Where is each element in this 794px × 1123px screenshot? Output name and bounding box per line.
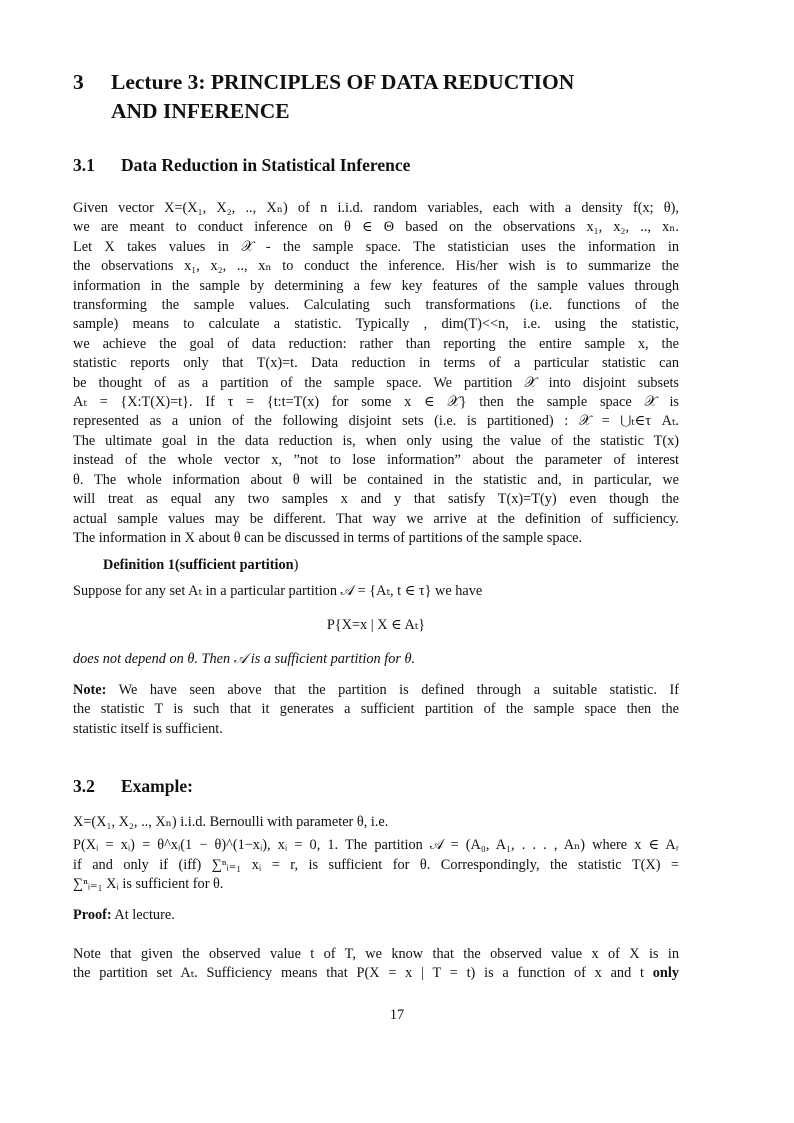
definition-conclusion-text: does not depend on θ. Then 𝒜 is a sufficient partition for θ.	[73, 651, 416, 667]
paragraph-line: The information in X about θ can be discussed in terms of partitions of the sample space.	[73, 529, 583, 546]
formula-text: P{X=x | X ∈ Aₜ}	[326, 617, 426, 633]
definition-conclusion	[73, 650, 679, 669]
paragraph-line: Given vector X=(X₁, X₂, .., Xₙ) of n i.i.d. random variables, each with a density f(x; θ),	[73, 200, 679, 216]
definition-line: Suppose for any set Aₜ in a particular partition 𝒜 = {Aₜ, t ∈ τ} we have	[73, 583, 483, 599]
paragraph-line: we achieve the goal of data reduction: rather than reporting the entire sample x, the	[73, 335, 679, 352]
note-line: We have seen above that the partition is defined through a suitable statistic. If	[106, 682, 679, 698]
example-line: if and only if (iff) ∑ⁿᵢ₌₁ xᵢ = r, is sufficient for θ. Correspondingly, the statistic T(X) =	[73, 856, 679, 873]
paragraph-line: information in the sample by determining a few key features of the sample values through	[73, 277, 679, 294]
subsection-title: Example:	[121, 776, 193, 796]
example-line: P(Xᵢ = xᵢ) = θ^xᵢ(1 − θ)^(1−xᵢ), xᵢ = 0, 1. The partition 𝒜 = (A₀, A₁, . . . , Aₙ) where x ∈ Aᵣ	[73, 837, 679, 854]
definition-title: Definition 1(sufficient partition	[103, 557, 294, 573]
paragraph-line: Aₜ = {X:T(X)=t}. If τ = {t:t=T(x) for some x ∈ 𝒳} then the sample space 𝒳 is	[73, 394, 679, 411]
paragraph-line: represented as a union of the following disjoint sets (i.e. is partitioned) : 𝒳 = ⋃ₜ∈τ Aₜ.	[73, 413, 679, 430]
final-paragraph	[73, 945, 679, 984]
paragraph-line: the observations x₁, x₂, .., xₙ to conduct the inference. His/her wish is to summarize the	[73, 258, 679, 275]
paragraph-line: be thought of as a partition of the sample space. We partition 𝒳 into disjoint subsets	[73, 374, 679, 391]
final-bold-word: only	[644, 965, 680, 982]
paragraph-line: will treat as equal any two samples x and y that satisfy T(x)=T(y) even though the	[73, 491, 679, 508]
subsection-number: 3.1	[73, 155, 95, 175]
note-label: Note:	[73, 682, 107, 698]
proof-line	[73, 906, 679, 925]
note-line: statistic itself is sufficient.	[73, 720, 223, 737]
proof-label: Proof:	[73, 907, 112, 923]
paragraph-line: θ. The whole information about θ will be contained in the statistic and, in particular, we	[73, 471, 679, 488]
example-line: X=(X₁, X₂, .., Xₙ) i.i.d. Bernoulli with parameter θ, i.e.	[73, 814, 389, 830]
example-line: ∑ⁿᵢ₌₁ Xᵢ is sufficient for θ.	[73, 876, 224, 893]
section-number: 3	[73, 70, 84, 94]
paragraph-line: Let X takes values in 𝒳 - the sample space. The statistician uses the information in	[73, 238, 679, 255]
subsection-title: Data Reduction in Statistical Inference	[121, 155, 411, 175]
paragraph-line: statistic reports only that T(x)=t. Data reduction in terms of a particular statistic can	[73, 355, 679, 372]
note-line: the statistic T is such that it generates a sufficient partition of the sample space then the	[73, 701, 679, 718]
final-line: Note that given the observed value t of T, we know that the observed value x of X is in	[73, 946, 679, 962]
paragraph-line: instead of the whole vector x, ”not to lose information” about the parameter of interest	[73, 452, 679, 469]
definition-formula	[73, 616, 679, 635]
paragraph-line: The ultimate goal in the data reduction is, when only using the value of the statistic T(x)	[73, 432, 679, 449]
section-title-line-1: Lecture 3: PRINCIPLES OF DATA REDUCTION	[111, 70, 575, 94]
paragraph-line: actual sample values may be different. That way we arrive at the definition of sufficiency.	[73, 510, 679, 527]
definition-body	[73, 582, 679, 601]
note-paragraph	[73, 681, 679, 739]
subsection-number: 3.2	[73, 776, 95, 796]
proof-text: At lecture.	[111, 907, 175, 923]
paragraph-line: sample) means to calculate a statistic. Typically , dim(T)<<n, i.e. using the statistic,	[73, 316, 679, 333]
paragraph-data-reduction	[73, 199, 679, 548]
definition-title-close: )	[293, 557, 299, 573]
section-title-line-2: AND INFERENCE	[111, 99, 290, 123]
paragraph-line: transforming the sample values. Calculating such transformations (i.e. functions of the	[73, 297, 679, 314]
definition-heading	[103, 556, 679, 575]
final-line: the partition set Aₜ. Sufficiency means that P(X = x | T = t) is a function of x and t	[73, 965, 644, 982]
example-paragraph	[73, 813, 679, 895]
page-number: 17	[389, 1007, 405, 1023]
paragraph-line: we are meant to conduct inference on θ ∈ Θ based on the observations x₁, x₂, .., xₙ.	[73, 219, 679, 236]
